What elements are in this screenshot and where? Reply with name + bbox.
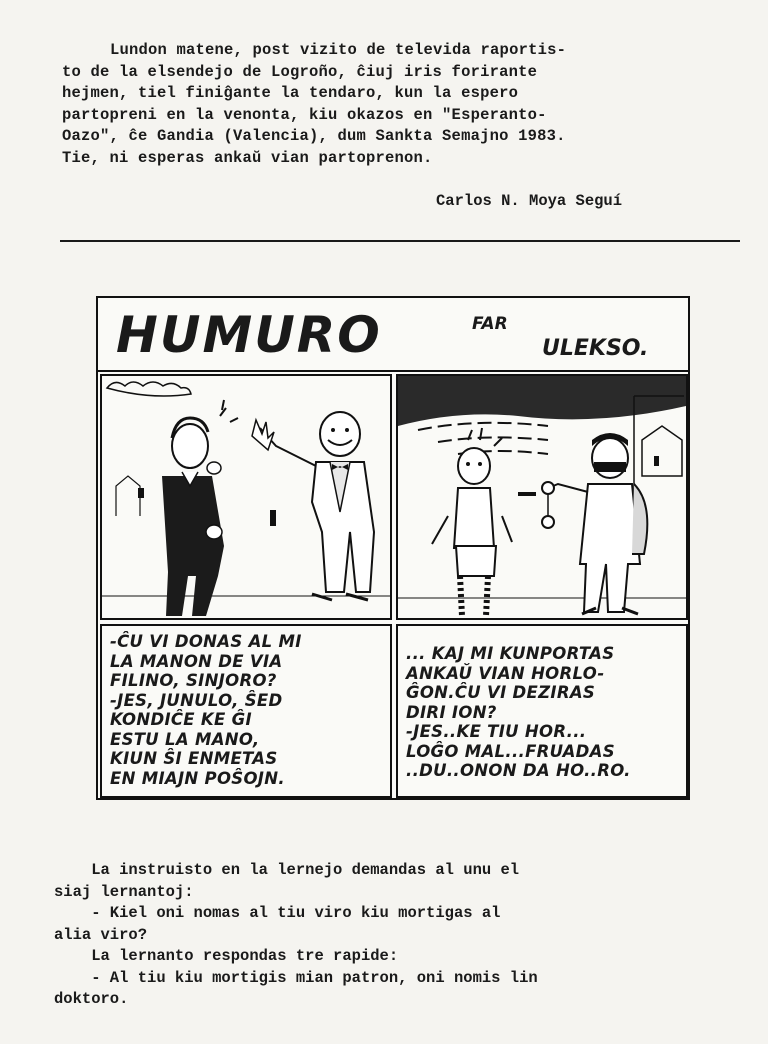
joke-text bbox=[54, 860, 754, 1011]
comic-panel-left bbox=[100, 374, 392, 620]
joke-line: doktoro. bbox=[54, 990, 129, 1008]
intro-line: Lundon matene, post vizito de televida raportis- bbox=[110, 41, 567, 59]
divider bbox=[60, 240, 740, 242]
intro-line: to de la elsendejo de Logroño, ĉiuj iris forirante bbox=[62, 62, 538, 81]
intro-line: Oazo", ĉe Gandia (Valencia), dum Sankta Semajno 1983. bbox=[62, 127, 566, 145]
joke-line: - Al tiu kiu mortigis mian patron, oni nomis lin bbox=[54, 968, 538, 987]
comic-illustration-left bbox=[102, 376, 390, 618]
intro-line: hejmen, tiel finiĝante la tendaro, kun la espero bbox=[62, 84, 519, 102]
comic-title-bar bbox=[98, 298, 688, 372]
comic-caption-left: -ĈU VI DONAS AL MI LA MANON DE VIA FILINO, SINJORO? -JES, JUNULO, ŜED KONDIĈE KE ĜI ESTU LA MANO, KIUN ŜI ENMETAS EN MIAJN POŜOJN. bbox=[100, 624, 392, 798]
comic-strip bbox=[96, 296, 690, 800]
comic-title-far: FAR bbox=[472, 314, 508, 334]
intro-line: partopreni en la venonta, kiu okazos en "Esperanto- bbox=[62, 105, 547, 124]
author-signature: Carlos N. Moya Seguí bbox=[436, 192, 623, 210]
joke-line: alia viro? bbox=[54, 925, 148, 944]
joke-line: siaj lernantoj: bbox=[54, 882, 194, 901]
comic-title: HUMURO bbox=[116, 306, 382, 364]
joke-line: La lernanto respondas tre rapide: bbox=[54, 947, 399, 965]
comic-author: ULEKSO. bbox=[542, 336, 649, 361]
comic-caption-right: ... KAJ MI KUNPORTAS ANKAŬ VIAN HORLO- ĜON.ĈU VI DEZIRAS DIRI ION? -JES..KE TIU HOR... LOĜO MAL...FRUADAS ..DU..ONON DA HO..RO. bbox=[396, 624, 688, 798]
joke-line: La instruisto en la lernejo demandas al unu el bbox=[54, 861, 520, 879]
intro-line: Tie, ni esperas ankaŭ vian partoprenon. bbox=[62, 148, 433, 167]
joke-line: - Kiel oni nomas al tiu viro kiu mortigas al bbox=[54, 904, 501, 922]
intro-paragraph bbox=[62, 40, 752, 169]
comic-illustration-right bbox=[398, 376, 686, 618]
comic-panel-right bbox=[396, 374, 688, 620]
